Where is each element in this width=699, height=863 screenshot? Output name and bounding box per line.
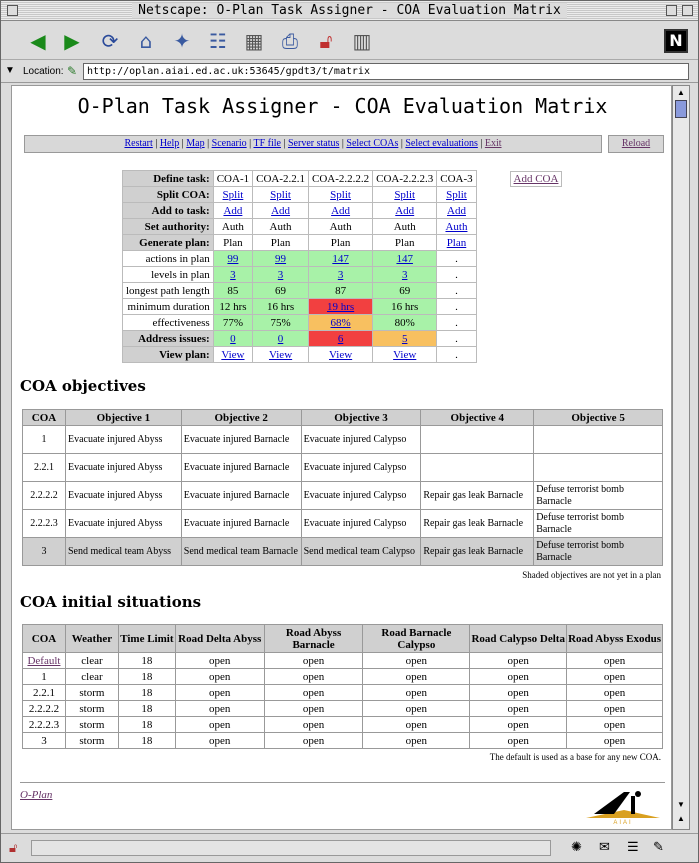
objective-cell <box>534 426 663 454</box>
empty-value: . <box>437 315 476 331</box>
situations-row <box>23 717 663 733</box>
auth-value: Auth <box>253 219 309 235</box>
column-header: Objective 2 <box>181 410 301 426</box>
add-link[interactable]: Add <box>223 204 243 217</box>
column-header: Objective 3 <box>301 410 421 426</box>
actions-link[interactable]: 147 <box>332 252 349 265</box>
scroll-up-arrow-icon[interactable]: ▲ <box>677 814 685 823</box>
column-header: Road Abyss Barnacle <box>264 625 363 653</box>
duration-link[interactable]: 19 hrs <box>326 300 355 313</box>
coa-cell: 3 <box>23 733 66 749</box>
road-cell: open <box>363 733 470 749</box>
objective-cell: Evacuate injured Abyss <box>65 426 181 454</box>
plan-value: Plan <box>253 235 309 251</box>
objective-cell: Evacuate injured Calypso <box>301 426 421 454</box>
nav-links: Restart | Help | Map | Scenario | TF file | Server status | Select COAs | Select evaluations | Exit <box>24 135 602 153</box>
road-cell: open <box>175 653 264 669</box>
road-cell: open <box>567 701 663 717</box>
zoom-box[interactable] <box>666 5 677 16</box>
collapse-box[interactable] <box>682 5 693 16</box>
column-header: COA <box>23 410 66 426</box>
situations-row <box>23 669 663 685</box>
effectiveness-value: 75% <box>253 315 309 331</box>
matrix-row-add <box>123 203 477 219</box>
objective-cell <box>421 454 534 482</box>
longest-value: 85 <box>213 283 252 299</box>
column-header: Road Calypso Delta <box>470 625 567 653</box>
road-cell: open <box>175 685 264 701</box>
footer-divider <box>20 782 665 783</box>
effectiveness-value: 77% <box>213 315 252 331</box>
lock-icon[interactable]: 🔓︎ <box>9 840 18 855</box>
objective-cell: Send medical team Abyss <box>65 538 181 566</box>
netscape-logo: N <box>664 29 688 53</box>
objective-cell: Evacuate injured Calypso <box>301 510 421 538</box>
objectives-row-shaded <box>23 538 663 566</box>
column-header: Road Barnacle Calypso <box>363 625 470 653</box>
coa-matrix <box>122 170 477 363</box>
mail-icon[interactable]: ✉ <box>599 839 610 854</box>
road-cell: open <box>470 701 567 717</box>
effectiveness-link[interactable]: 68% <box>330 316 351 329</box>
objective-cell: Evacuate injured Barnacle <box>181 482 301 510</box>
objective-cell: Evacuate injured Barnacle <box>181 454 301 482</box>
issues-link[interactable]: 6 <box>337 332 344 345</box>
road-cell: open <box>264 717 363 733</box>
plan-value: Plan <box>373 235 437 251</box>
road-cell: open <box>363 669 470 685</box>
row-label: View plan: <box>123 347 214 363</box>
location-toggle-icon[interactable]: ▼ <box>5 65 15 76</box>
coa-column-header: COA-2.2.1 <box>253 171 309 187</box>
column-header: Road Abyss Exodus <box>567 625 663 653</box>
composer-icon[interactable]: ☰ <box>627 839 639 854</box>
issues-link[interactable]: 0 <box>230 332 236 345</box>
scroll-down-arrow-icon[interactable]: ▼ <box>677 800 685 809</box>
toolbar <box>1 22 698 60</box>
reload-icon[interactable]: ⟳ <box>101 29 119 53</box>
objective-cell: Defuse terrorist bomb Barnacle <box>534 482 663 510</box>
weather-cell: storm <box>65 717 118 733</box>
matrix-row-longest <box>123 283 477 299</box>
coa-cell: 2.2.2.2 <box>23 701 66 717</box>
situations-row <box>23 685 663 701</box>
situations-row <box>23 653 663 669</box>
component-bar-icon[interactable]: ✺ <box>571 839 582 854</box>
column-header: Weather <box>65 625 118 653</box>
empty-value: . <box>437 347 476 363</box>
situations-heading: COA initial situations <box>20 593 202 611</box>
bookmark-icon[interactable]: ✎ <box>67 64 78 78</box>
objective-cell: Evacuate injured Abyss <box>65 482 181 510</box>
levels-link[interactable]: 3 <box>230 268 236 281</box>
view-link[interactable]: View <box>393 348 417 361</box>
road-cell: open <box>567 733 663 749</box>
scroll-up-arrow-icon[interactable]: ▲ <box>677 88 685 97</box>
objective-cell: Send medical team Barnacle <box>181 538 301 566</box>
page-title: O-Plan Task Assigner - COA Evaluation Matrix <box>77 94 608 118</box>
matrix-row-effectiveness <box>123 315 477 331</box>
view-link[interactable]: View <box>221 348 245 361</box>
location-bar <box>1 61 698 83</box>
objective-cell: Evacuate injured Abyss <box>65 510 181 538</box>
home-icon[interactable]: ⌂ <box>139 29 153 53</box>
scroll-thumb[interactable] <box>675 100 687 118</box>
coa-cell: 2.2.1 <box>23 454 66 482</box>
view-link[interactable]: View <box>268 348 293 361</box>
matrix-row-levels <box>123 267 477 283</box>
images-icon[interactable]: ▦ <box>244 29 264 53</box>
road-cell: open <box>470 717 567 733</box>
nav-restart[interactable]: Restart <box>124 138 153 149</box>
objectives-row <box>23 510 663 538</box>
duration-value: 16 hrs <box>253 299 309 315</box>
road-cell: open <box>175 733 264 749</box>
objective-cell: Evacuate injured Barnacle <box>181 426 301 454</box>
row-label: Set authority: <box>123 219 214 235</box>
row-label: Address issues: <box>123 331 214 347</box>
auth-link[interactable]: Auth <box>445 220 468 233</box>
duration-value: 16 hrs <box>373 299 437 315</box>
aiai-logo[interactable] <box>584 788 662 826</box>
logo-text: AIAI <box>613 820 633 826</box>
objective-cell <box>421 426 534 454</box>
road-cell: open <box>470 733 567 749</box>
road-cell: open <box>264 701 363 717</box>
longest-value: 87 <box>309 283 373 299</box>
issues-link[interactable]: 5 <box>401 332 408 345</box>
objective-cell <box>534 454 663 482</box>
objectives-note: Shaded objectives are not yet in a plan <box>522 570 661 580</box>
actions-link[interactable]: 99 <box>275 252 287 265</box>
column-header: Road Delta Abyss <box>175 625 264 653</box>
matrix-row-actions <box>123 251 477 267</box>
matrix-row-min-duration <box>123 299 477 315</box>
objectives-row <box>23 482 663 510</box>
window-title: Netscape: O-Plan Task Assigner - COA Evaluation Matrix <box>132 3 567 18</box>
nav-help[interactable]: Help <box>159 138 180 149</box>
empty-value: . <box>437 331 476 347</box>
objectives-header-row <box>23 410 663 426</box>
reload-box <box>608 135 664 153</box>
add-coa-link[interactable]: Add COA <box>513 173 559 185</box>
road-cell: open <box>567 653 663 669</box>
column-header: Objective 1 <box>65 410 181 426</box>
weather-cell: storm <box>65 701 118 717</box>
row-label: longest path length <box>123 283 214 299</box>
nav-scenario[interactable]: Scenario <box>211 138 247 149</box>
nav-bar <box>24 135 664 153</box>
objectives-row <box>23 454 663 482</box>
edit-icon[interactable]: ✎ <box>653 839 664 854</box>
objectives-heading: COA objectives <box>20 377 146 395</box>
title-bar[interactable] <box>1 1 698 21</box>
auth-value: Auth <box>213 219 252 235</box>
situations-table <box>22 624 663 749</box>
row-label: Split COA: <box>123 187 214 203</box>
coa-cell: 1 <box>23 669 66 685</box>
coa-cell: 2.2.1 <box>23 685 66 701</box>
empty-value: . <box>437 283 476 299</box>
add-link[interactable]: Add <box>331 204 351 217</box>
page-content <box>11 85 672 830</box>
objective-cell: Evacuate injured Calypso <box>301 482 421 510</box>
nav-exit[interactable]: Exit <box>484 138 502 149</box>
road-cell: open <box>264 669 363 685</box>
coa-cell: 1 <box>23 426 66 454</box>
status-bar <box>1 833 698 862</box>
levels-link[interactable]: 3 <box>277 268 284 281</box>
matrix-row-generate <box>123 235 477 251</box>
duration-value: 12 hrs <box>213 299 252 315</box>
objective-cell: Repair gas leak Barnacle <box>421 510 534 538</box>
row-label: Generate plan: <box>123 235 214 251</box>
split-link[interactable]: Split <box>330 188 351 201</box>
coa-column-header: COA-1 <box>213 171 252 187</box>
coa-column-header: COA-3 <box>437 171 476 187</box>
road-cell: open <box>470 685 567 701</box>
back-icon[interactable]: ◀ <box>30 29 46 53</box>
road-cell: open <box>264 733 363 749</box>
issues-link[interactable]: 0 <box>277 332 284 345</box>
objective-cell: Defuse terrorist bomb Barnacle <box>534 538 663 566</box>
empty-value: . <box>437 299 476 315</box>
empty-value: . <box>437 267 476 283</box>
objective-cell: Repair gas leak Barnacle <box>421 538 534 566</box>
add-link[interactable]: Add <box>395 204 415 217</box>
objectives-table <box>22 409 663 566</box>
security-icon[interactable]: 🔓︎ <box>319 29 333 53</box>
situations-note: The default is used as a base for any new COA. <box>489 752 661 762</box>
plan-value: Plan <box>309 235 373 251</box>
objective-cell: Evacuate injured Calypso <box>301 454 421 482</box>
longest-value: 69 <box>253 283 309 299</box>
search-icon[interactable]: ✦ <box>173 29 191 53</box>
oplan-link[interactable]: O-Plan <box>20 789 53 801</box>
column-header: COA <box>23 625 66 653</box>
split-link[interactable]: Split <box>394 188 416 201</box>
time-cell: 18 <box>118 733 175 749</box>
road-cell: open <box>264 653 363 669</box>
levels-link[interactable]: 3 <box>401 268 408 281</box>
weather-cell: clear <box>65 653 118 669</box>
coa-column-header: COA-2.2.2.3 <box>373 171 437 187</box>
objective-cell: Repair gas leak Barnacle <box>421 482 534 510</box>
road-cell: open <box>264 685 363 701</box>
road-cell: open <box>470 669 567 685</box>
coa-cell: 2.2.2.3 <box>23 510 66 538</box>
weather-cell: storm <box>65 733 118 749</box>
default-link[interactable]: Default <box>27 654 61 667</box>
split-link[interactable]: Split <box>222 188 244 201</box>
coa-column-header: COA-2.2.2.2 <box>309 171 373 187</box>
actions-link[interactable]: 147 <box>396 252 413 265</box>
url-field[interactable] <box>83 63 689 80</box>
row-label: effectiveness <box>123 315 214 331</box>
time-cell: 18 <box>118 685 175 701</box>
matrix-row-address <box>123 331 477 347</box>
nav-select-evaluations[interactable]: Select evaluations <box>405 138 478 149</box>
levels-link[interactable]: 3 <box>337 268 344 281</box>
coa-cell: 3 <box>23 538 66 566</box>
nav-tf-file[interactable]: TF file <box>253 138 281 149</box>
reload-link[interactable]: Reload <box>621 138 651 149</box>
nav-map[interactable]: Map <box>186 138 205 149</box>
time-cell: 18 <box>118 701 175 717</box>
view-link[interactable]: View <box>328 348 353 361</box>
objective-cell: Evacuate injured Abyss <box>65 454 181 482</box>
guide-icon[interactable]: ☷ <box>209 29 227 53</box>
weather-cell: clear <box>65 669 118 685</box>
situations-row <box>23 733 663 749</box>
actions-link[interactable]: 99 <box>227 252 239 265</box>
matrix-row-define <box>123 171 477 187</box>
road-cell: open <box>363 701 470 717</box>
nav-server-status[interactable]: Server status <box>287 138 340 149</box>
row-label: levels in plan <box>123 267 214 283</box>
forward-icon[interactable]: ▶ <box>64 29 80 53</box>
auth-value: Auth <box>373 219 437 235</box>
time-cell: 18 <box>118 653 175 669</box>
split-link[interactable]: Split <box>446 188 467 201</box>
add-link[interactable]: Add <box>271 204 291 217</box>
road-cell: open <box>567 685 663 701</box>
split-link[interactable]: Split <box>270 188 291 201</box>
weather-cell: storm <box>65 685 118 701</box>
coa-cell: 2.2.2.3 <box>23 717 66 733</box>
row-label: Define task: <box>123 171 214 187</box>
matrix-row-split <box>123 187 477 203</box>
road-cell: open <box>363 685 470 701</box>
stop-icon[interactable]: ▥ <box>352 29 372 53</box>
status-text-field <box>31 840 551 856</box>
column-header: Time Limit <box>118 625 175 653</box>
add-coa-box <box>510 171 562 187</box>
situations-header-row <box>23 625 663 653</box>
road-cell: open <box>567 669 663 685</box>
objectives-row <box>23 426 663 454</box>
location-label: Location: <box>23 66 64 77</box>
effectiveness-value: 80% <box>373 315 437 331</box>
road-cell: open <box>175 701 264 717</box>
auth-value: Auth <box>309 219 373 235</box>
plan-value: Plan <box>213 235 252 251</box>
longest-value: 69 <box>373 283 437 299</box>
situations-row <box>23 701 663 717</box>
road-cell: open <box>175 669 264 685</box>
empty-value: . <box>437 251 476 267</box>
matrix-row-authority <box>123 219 477 235</box>
add-link[interactable]: Add <box>447 204 466 217</box>
objective-cell: Evacuate injured Barnacle <box>181 510 301 538</box>
road-cell: open <box>363 653 470 669</box>
row-label: minimum duration <box>123 299 214 315</box>
matrix-row-view <box>123 347 477 363</box>
row-label: actions in plan <box>123 251 214 267</box>
road-cell: open <box>175 717 264 733</box>
objective-cell: Defuse terrorist bomb Barnacle <box>534 510 663 538</box>
vertical-scrollbar[interactable] <box>672 85 690 830</box>
objective-cell: Send medical team Calypso <box>301 538 421 566</box>
time-cell: 18 <box>118 717 175 733</box>
road-cell: open <box>363 717 470 733</box>
column-header: Objective 4 <box>421 410 534 426</box>
coa-cell: 2.2.2.2 <box>23 482 66 510</box>
row-label: Add to task: <box>123 203 214 219</box>
plan-link[interactable]: Plan <box>446 236 467 249</box>
column-header: Objective 5 <box>534 410 663 426</box>
time-cell: 18 <box>118 669 175 685</box>
nav-select-coas[interactable]: Select COAs <box>346 138 399 149</box>
road-cell: open <box>470 653 567 669</box>
road-cell: open <box>567 717 663 733</box>
print-icon[interactable]: ⎙ <box>282 29 298 53</box>
